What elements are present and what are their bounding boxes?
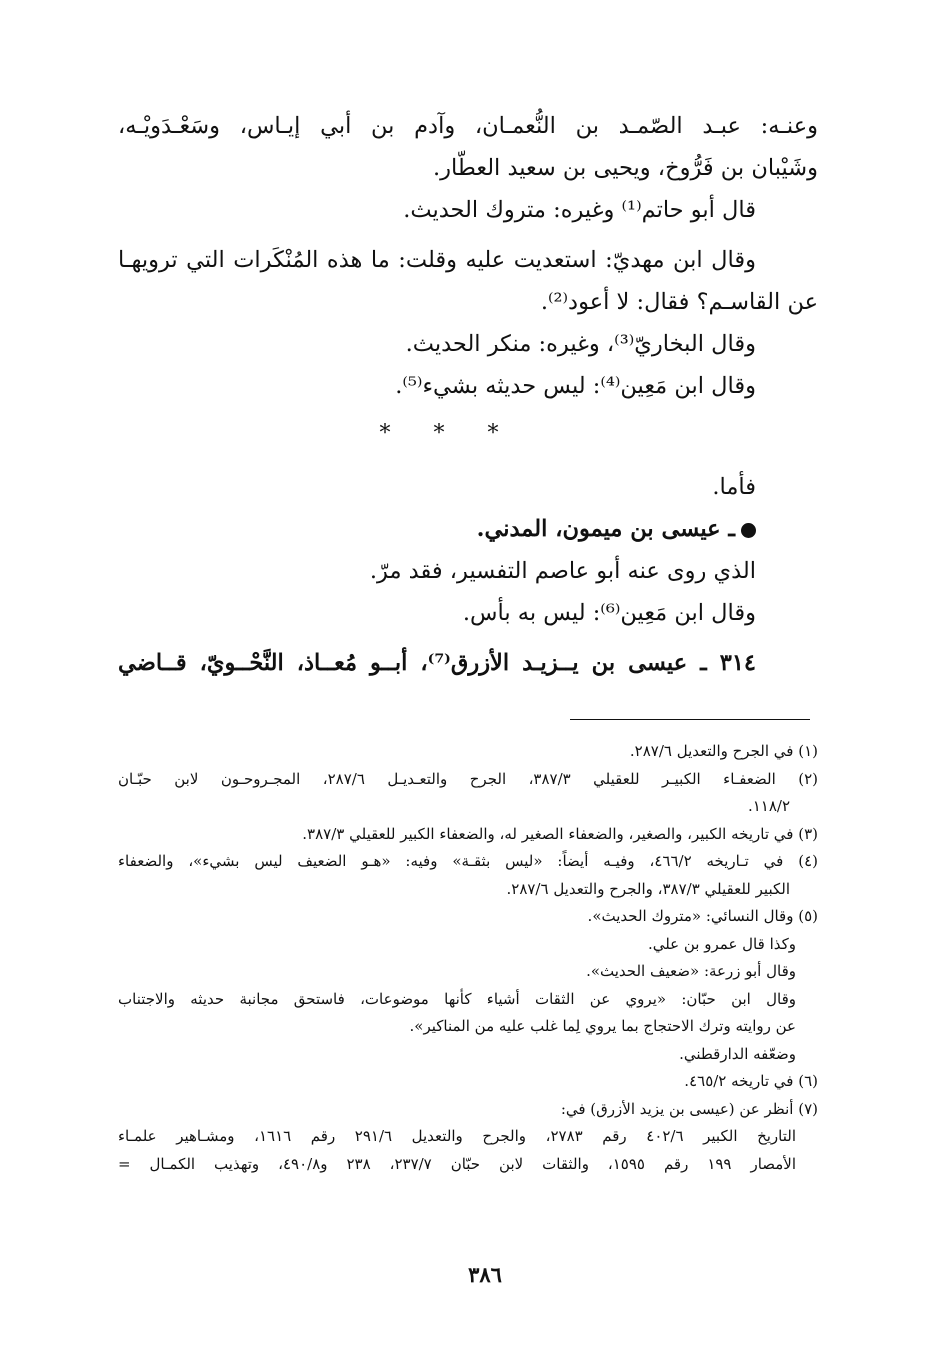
text-line: فأما. bbox=[712, 474, 756, 500]
footnote-line: (٢) الضعفـاء الكبيـر للعقيلي ٣٨٧/٣، الجرح والتعـديـل ٢٨٧/٦، المجـروحـون لابن حبّـان bbox=[118, 769, 818, 788]
footnote-separator bbox=[570, 719, 810, 720]
text-line: وشَيْبان بن فَرُّوخ، ويحيى بن سعيد العطّار. bbox=[433, 155, 818, 181]
entry-heading-text: ـ عيسى بن ميمون، المدني. bbox=[476, 516, 735, 542]
entry-title: ٣١٤ ـ عيسى بن يــزيـد الأزرق⁽⁷⁾، أبــو مُعــاذ، النَّحْــويّ، قــاضي bbox=[118, 650, 757, 676]
text-line: وقال ابن مهديّ: استعديت عليه وقلت: ما هذه المُنْكَرات التي ترويهـا bbox=[118, 247, 756, 273]
footnote-line: (١) في الجرح والتعديل ٢٨٧/٦. bbox=[629, 742, 818, 760]
footnote-line: (٤) في تـاريخه ٤٦٦/٢، وفيـه أيضاً: «ليس بثقـة» وفيه: «هـو الضعيف ليس بشيء»، والضعفاء bbox=[118, 852, 818, 870]
footnote-line: التاريخ الكبير ٤٠٢/٦ رقم ٢٧٨٣، والجرح والتعديل ٢٩١/٦ رقم ١٦١٦، ومشـاهير علمـاء bbox=[118, 1127, 797, 1145]
footnote-line: وضعّفه الدارقطني. bbox=[679, 1044, 796, 1063]
footnote-line: (٥) وقال النسائي: «متروك الحديث». bbox=[587, 907, 818, 925]
section-separator: * * * bbox=[379, 421, 517, 446]
footnote-line: عن روايته وترك الاحتجاج بما يروي لِما غلب عليه من المناكير». bbox=[409, 1017, 796, 1035]
footnote-line: وقال أبو زرعة: «ضعيف الحديث». bbox=[586, 962, 796, 980]
text-line: وعنـه: عبـد الصّمـد بن النُّعمـان، وآدم بن أبي إيـاس، وسَعْـدَويْـه، bbox=[118, 113, 818, 139]
footnote-line: الأمصار ١٩٩ رقم ١٥٩٥، والثقات لابن حبّان ٢٣٧/٧، ٢٣٨ و٤٩٠/٨، وتهذيب الكمـال = bbox=[118, 1154, 797, 1173]
text-line: الذي روى عنه أبو عاصم التفسير، فقد مرّ. bbox=[369, 558, 756, 584]
text-line: عن القاسـم؟ فقال: لا أعود⁽²⁾. bbox=[540, 289, 818, 315]
footnote-line: وقال ابن حبّان: «يروي عن الثقات أشياء كأنها موضوعات، فاستحق مجانبة حديثه والاجتناب bbox=[118, 989, 796, 1008]
text-line: وقال البخاريّ⁽³⁾، وغيره: منكر الحديث. bbox=[405, 331, 756, 357]
footnote-line: وكذا قال عمرو بن علي. bbox=[647, 934, 796, 953]
footnotes bbox=[118, 738, 818, 1178]
text-line: وقال ابن مَعِين⁽⁴⁾: ليس حديثه بشيء⁽⁵⁾. bbox=[395, 373, 756, 399]
footnote-line: (٧) أنظر عن (عيسى بن يزيد الأزرق) في: bbox=[560, 1099, 818, 1118]
main-text bbox=[118, 105, 818, 684]
footnote-line: الكبير للعقيلي ٣٨٧/٣، والجرح والتعديل ٢٨٧/٦. bbox=[506, 879, 790, 898]
entry-heading bbox=[118, 508, 818, 550]
bullet-icon bbox=[741, 523, 756, 538]
text-line: وقال ابن مَعِين⁽⁶⁾: ليس به بأس. bbox=[462, 600, 756, 626]
footnote-line: (٦) في تاريخه ٤٦٥/٢. bbox=[684, 1072, 818, 1090]
page-number: ٣٨٦ bbox=[468, 1262, 502, 1287]
footnote-line: ١١٨/٢. bbox=[747, 797, 790, 815]
footnote-line: (٣) في تاريخه الكبير، والصغير، والضعفاء الصغير له، والضعفاء الكبير للعقيلي ٣٨٧/٣. bbox=[302, 824, 818, 843]
text-line: قال أبو حاتم⁽¹⁾ وغيره: متروك الحديث. bbox=[403, 197, 756, 223]
